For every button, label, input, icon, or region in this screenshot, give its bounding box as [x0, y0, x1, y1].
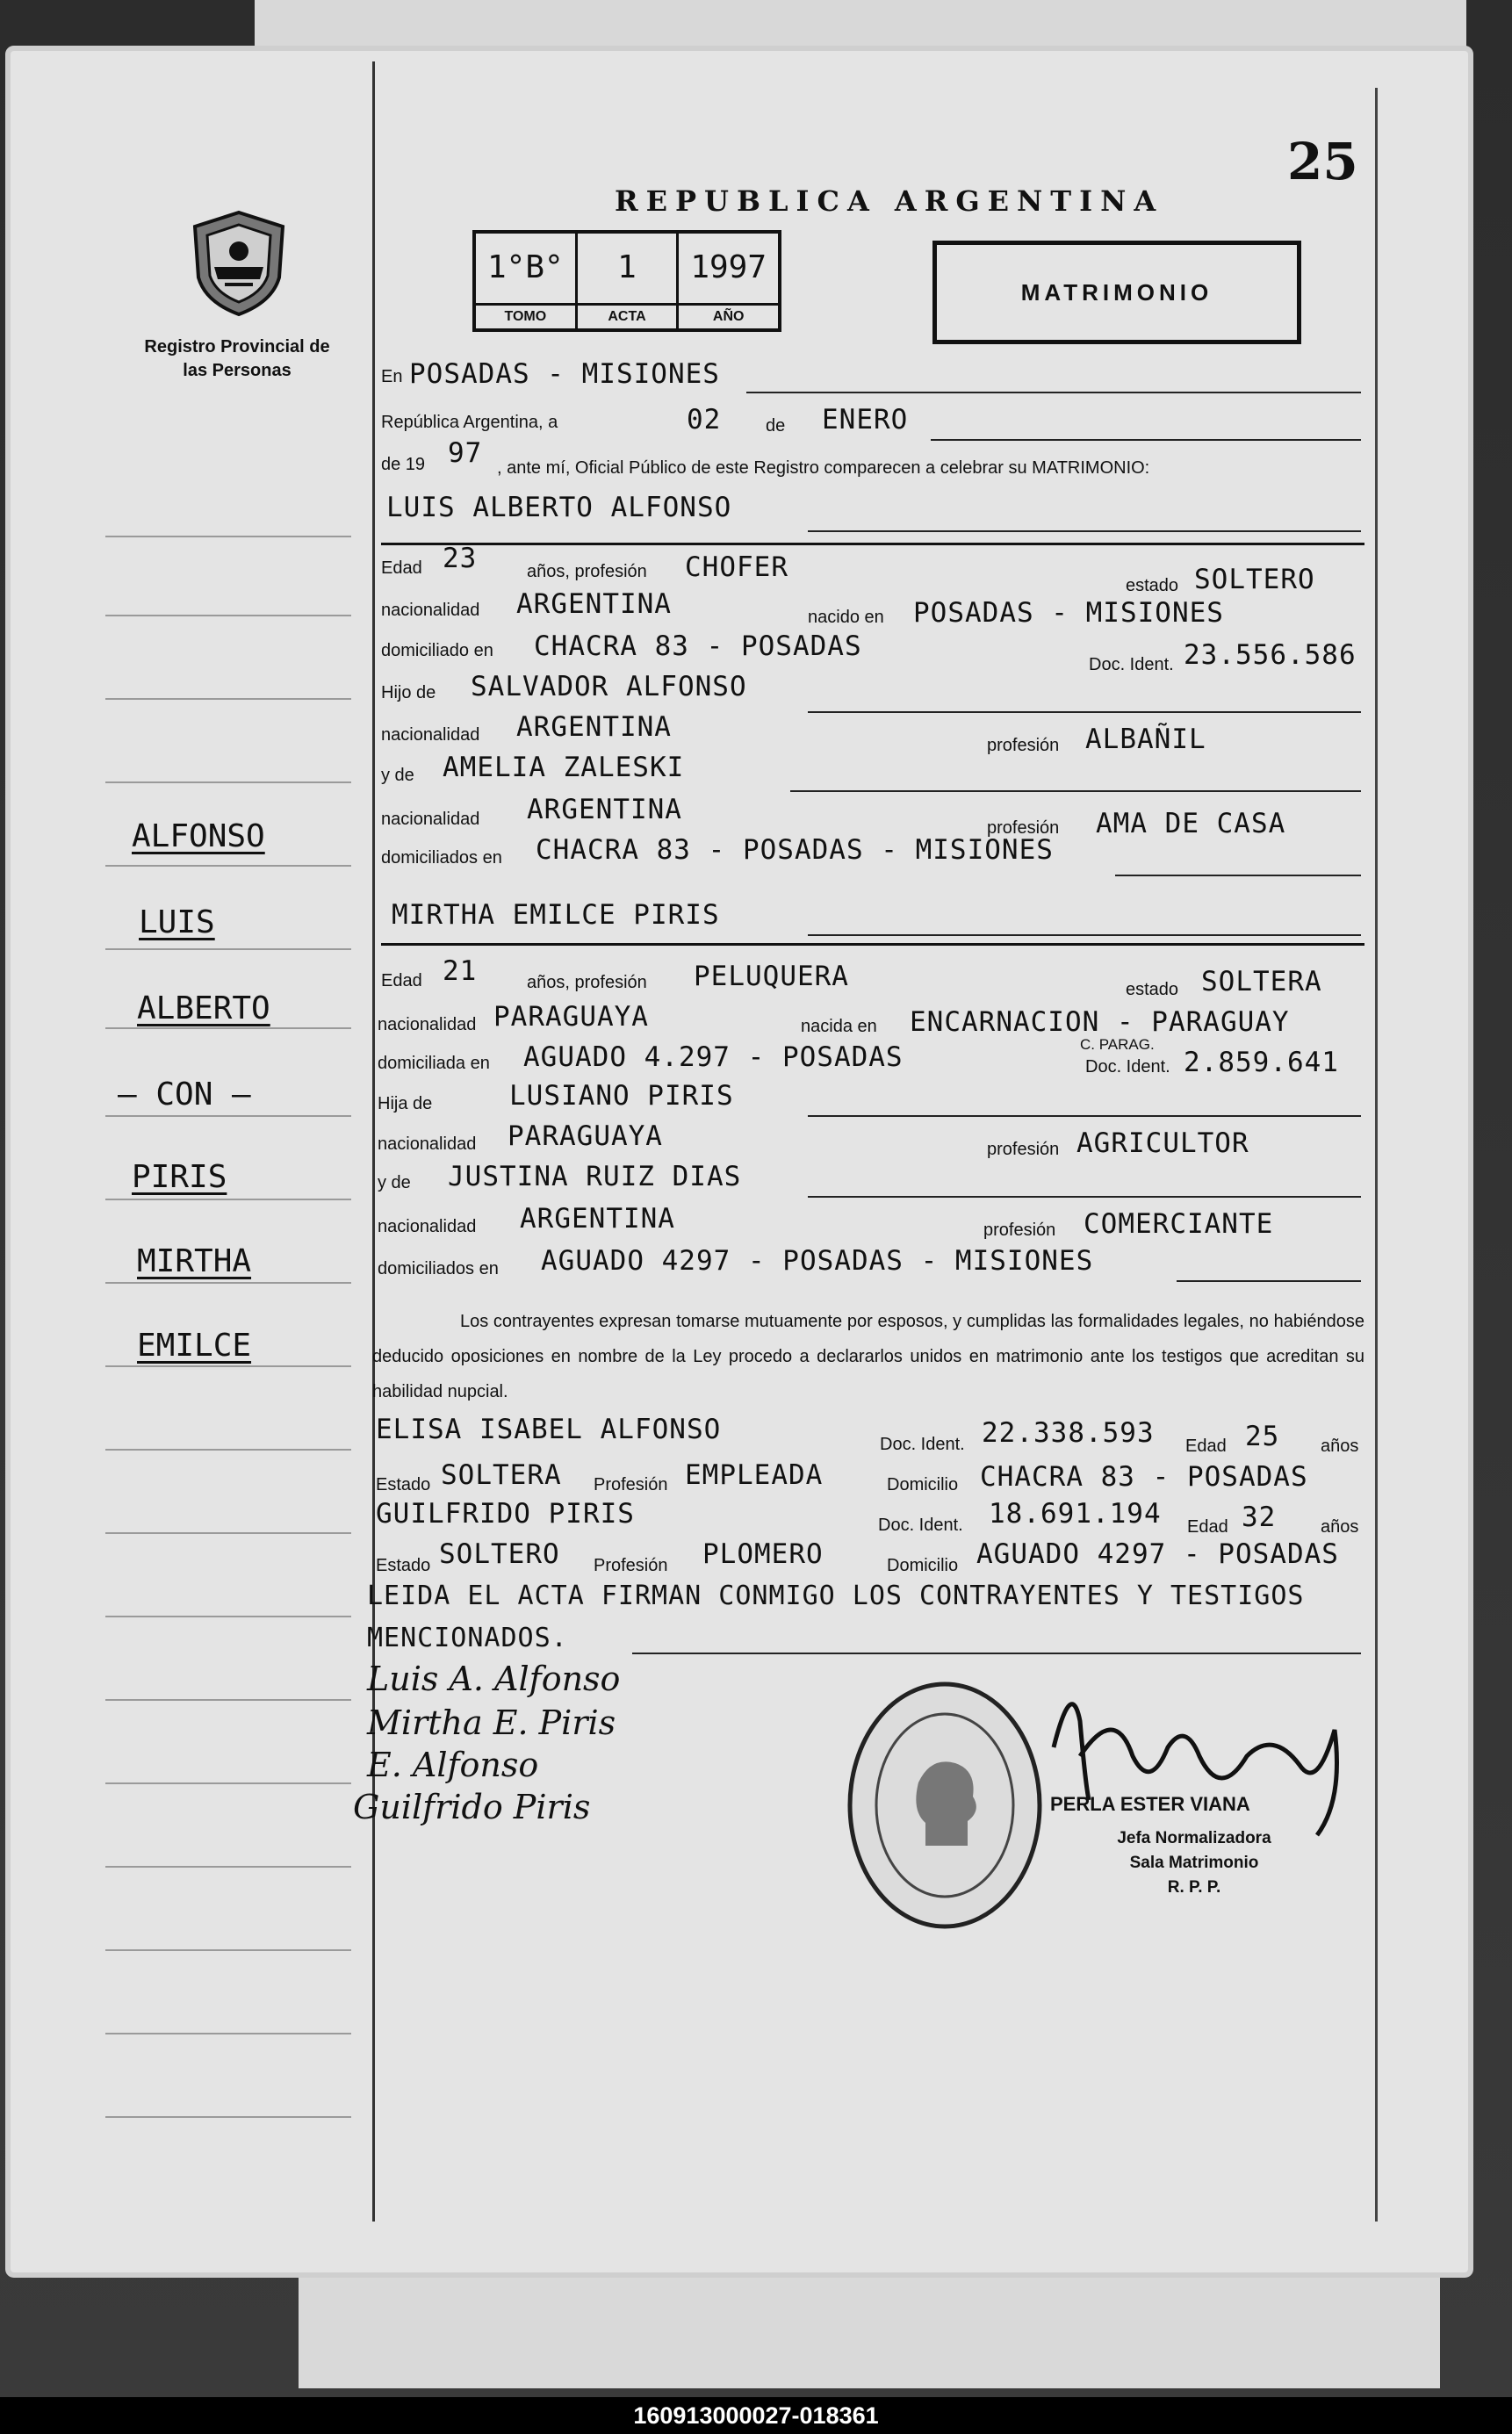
- rule-line: [808, 934, 1361, 936]
- tomo-acta-ano-box: [472, 230, 781, 332]
- domicilio-label: Domicilio: [887, 1475, 959, 1494]
- ano-label: AÑO: [679, 303, 778, 328]
- father-nat-label: nacionalidad: [381, 725, 480, 745]
- bride-profession: PELUQUERA: [694, 961, 849, 992]
- doc-label: Doc. Ident.: [1085, 1057, 1170, 1077]
- margin-line: [105, 615, 351, 616]
- parents-dom-label: domiciliados en: [381, 848, 502, 868]
- witness-1-age: 25: [1245, 1421, 1280, 1452]
- doc-label: Doc. Ident.: [880, 1435, 965, 1454]
- groom-father: SALVADOR ALFONSO: [471, 671, 747, 702]
- bride-father-profession: AGRICULTOR: [1076, 1127, 1249, 1159]
- groom-profession: CHOFER: [685, 551, 788, 583]
- witness-2-marital-status: SOLTERO: [439, 1538, 560, 1570]
- groom-nationality: ARGENTINA: [516, 588, 672, 620]
- edad-label: Edad: [1185, 1437, 1227, 1456]
- margin-line: [105, 536, 351, 537]
- domicilio-label: Domicilio: [887, 1556, 959, 1575]
- margin-line: [105, 781, 351, 783]
- groom-mother: AMELIA ZALESKI: [443, 752, 685, 783]
- hija-label: Hija de: [378, 1094, 433, 1113]
- officer-signature: [1045, 1668, 1361, 1844]
- intro-sentence: , ante mí, Oficial Público de este Registro comparecen a celebrar su MATRIMONIO:: [497, 458, 1150, 478]
- book-edge: [255, 0, 1466, 53]
- tomo-value: 1°B°: [486, 249, 564, 285]
- mother-nat-label: nacionalidad: [381, 810, 480, 829]
- year-value: 97: [448, 437, 483, 469]
- margin-line: [105, 1616, 351, 1617]
- domiciliada-label: domiciliada en: [378, 1054, 490, 1073]
- acta-label: ACTA: [578, 303, 677, 328]
- margin-bride-middle: EMILCE: [137, 1328, 252, 1364]
- rule-line: [808, 530, 1361, 532]
- father-prof-label: profesión: [987, 1140, 1060, 1159]
- bride-name: MIRTHA EMILCE PIRIS: [392, 899, 720, 931]
- nacida-label: nacida en: [801, 1017, 877, 1036]
- groom-mother-nationality: ARGENTINA: [527, 794, 682, 825]
- coat-of-arms-icon: [184, 209, 293, 318]
- book-bottom-edge: [299, 2274, 1440, 2388]
- rule-line: [808, 711, 1361, 713]
- declaration-text: Los contrayentes expresan tomarse mutuamente por esposos, y cumplidas las formalidades legales, no habiéndose deducido oposiciones en nombre de la Ley procedo a declararlos unidos en matrimonio ante los testigos que acreditan su habilidad nupcial.: [372, 1312, 1364, 1401]
- rule-line: [808, 1196, 1361, 1198]
- bride-address: AGUADO 4.297 - POSADAS: [523, 1041, 904, 1073]
- image-id-footer: 160913000027-018361: [0, 2397, 1512, 2434]
- witness-1-name: ELISA ISABEL ALFONSO: [376, 1414, 722, 1445]
- officer-role-line: R. P. P.: [1167, 1878, 1221, 1897]
- de19-label: de 19: [381, 455, 426, 474]
- right-rule: [1375, 88, 1378, 2222]
- ano-value: 1997: [690, 249, 767, 285]
- margin-line: [105, 948, 351, 950]
- margin-line: [105, 1449, 351, 1451]
- nacionalidad-label: nacionalidad: [378, 1015, 477, 1034]
- nacido-label: nacido en: [808, 608, 884, 627]
- margin-line: [105, 865, 351, 867]
- rule-line: [1177, 1280, 1361, 1282]
- margin-line: [105, 698, 351, 700]
- margin-line: [105, 1782, 351, 1784]
- groom-father-nationality: ARGENTINA: [516, 711, 672, 743]
- estado-label: Estado: [376, 1556, 431, 1575]
- mother-prof-label: profesión: [987, 818, 1060, 838]
- republica-label: República Argentina, a: [381, 413, 558, 432]
- margin-line: [105, 1365, 351, 1367]
- doc-label: Doc. Ident.: [1089, 655, 1174, 674]
- margin-bride-first: MIRTHA: [137, 1243, 252, 1279]
- witness-2-profession: PLOMERO: [702, 1538, 824, 1570]
- rule-line: [1115, 875, 1361, 876]
- hijo-label: Hijo de: [381, 683, 436, 702]
- margin-name-middle: ALBERTO: [137, 990, 270, 1026]
- bride-mother-profession: COMERCIANTE: [1084, 1208, 1274, 1240]
- en-label: En: [381, 367, 403, 386]
- groom-birthplace: POSADAS - MISIONES: [913, 597, 1224, 629]
- groom-address: CHACRA 83 - POSADAS: [534, 630, 862, 662]
- margin-line: [105, 1699, 351, 1701]
- country-title: REPUBLICA ARGENTINA: [615, 184, 1164, 218]
- witness-1-signature: E. Alfonso: [367, 1746, 539, 1784]
- margin-line: [105, 1199, 351, 1200]
- officer-role-line: Jefa Normalizadora: [1117, 1829, 1271, 1847]
- witness-2-age: 32: [1242, 1501, 1277, 1533]
- bride-doc: 2.859.641: [1184, 1047, 1339, 1078]
- margin-name-first: LUIS: [139, 904, 215, 940]
- doc-label: Doc. Ident.: [878, 1516, 963, 1535]
- margin-line: [105, 1866, 351, 1868]
- tomo-label: TOMO: [476, 303, 575, 328]
- rule-line: [931, 439, 1361, 441]
- yde-label: y de: [381, 766, 414, 785]
- nacionalidad-label: nacionalidad: [381, 601, 480, 620]
- edad-label: Edad: [1187, 1517, 1228, 1537]
- groom-father-profession: ALBAÑIL: [1085, 724, 1206, 755]
- rule-line: [790, 790, 1361, 792]
- witness-2-name: GUILFRIDO PIRIS: [376, 1498, 635, 1530]
- bride-marital-status: SOLTERA: [1201, 966, 1322, 997]
- margin-line: [105, 1949, 351, 1951]
- acta-value: 1: [617, 249, 637, 285]
- witness-2-doc: 18.691.194: [989, 1498, 1162, 1530]
- groom-mother-profession: AMA DE CASA: [1096, 808, 1286, 839]
- groom-parents-address: CHACRA 83 - POSADAS - MISIONES: [536, 834, 1054, 866]
- acta-cell: [578, 234, 680, 328]
- closing-line-1: LEIDA EL ACTA FIRMAN CONMIGO LOS CONTRAYENTES Y TESTIGOS: [367, 1581, 1305, 1611]
- officer-role-line: Sala Matrimonio: [1129, 1854, 1259, 1872]
- yde-label: y de: [378, 1173, 411, 1192]
- father-prof-label: profesión: [987, 736, 1060, 755]
- bride-signature: Mirtha E. Piris: [367, 1703, 616, 1742]
- bride-nationality: PARAGUAYA: [493, 1001, 649, 1033]
- witness-1-doc: 22.338.593: [982, 1417, 1155, 1449]
- bride-age: 21: [443, 955, 478, 987]
- edad-label: Edad: [381, 558, 422, 578]
- de-label: de: [766, 416, 786, 436]
- margin-name-surname: ALFONSO: [132, 818, 265, 854]
- section-separator: [381, 543, 1364, 545]
- witness-1-profession: EMPLEADA: [685, 1459, 824, 1491]
- margin-line: [105, 1532, 351, 1534]
- witness-1-marital-status: SOLTERA: [441, 1459, 562, 1491]
- estado-label: Estado: [376, 1475, 431, 1494]
- officer-name: PERLA ESTER VIANA: [1050, 1793, 1250, 1815]
- groom-age: 23: [443, 543, 478, 574]
- registry-name: Registro Provincial de las Personas: [144, 337, 330, 380]
- groom-marital-status: SOLTERO: [1194, 564, 1315, 595]
- margin-bride-surname: PIRIS: [132, 1159, 227, 1195]
- margin-line: [105, 2116, 351, 2118]
- bride-birthplace: ENCARNACION - PARAGUAY: [910, 1006, 1290, 1038]
- edad-label: Edad: [381, 971, 422, 990]
- witness-1-address: CHACRA 83 - POSADAS: [980, 1461, 1308, 1493]
- page-number: 25: [1287, 132, 1358, 191]
- profesion-label: Profesión: [594, 1556, 668, 1575]
- margin-line: [105, 1282, 351, 1284]
- official-stamp: [845, 1679, 1045, 1932]
- bride-father: LUSIANO PIRIS: [509, 1080, 734, 1112]
- estado-label: estado: [1126, 576, 1179, 595]
- closing-line-2: MENCIONADOS.: [367, 1623, 568, 1653]
- bride-mother-nationality: ARGENTINA: [520, 1203, 675, 1235]
- mother-prof-label: profesión: [983, 1221, 1056, 1240]
- section-separator: [381, 943, 1364, 946]
- margin-rule: [372, 61, 375, 2222]
- profesion-label: años, profesión: [527, 562, 647, 581]
- record-type-box: MATRIMONIO: [932, 241, 1301, 344]
- father-nat-label: nacionalidad: [378, 1134, 477, 1154]
- profesion-label: Profesión: [594, 1475, 668, 1494]
- anos-label: años: [1321, 1437, 1359, 1456]
- domiciliado-label: domiciliado en: [381, 641, 493, 660]
- margin-line: [105, 1115, 351, 1117]
- groom-doc: 23.556.586: [1184, 639, 1357, 671]
- groom-name: LUIS ALBERTO ALFONSO: [386, 492, 732, 523]
- rule-line: [808, 1115, 1361, 1117]
- ano-cell: [679, 234, 778, 328]
- mother-nat-label: nacionalidad: [378, 1217, 477, 1236]
- bride-parents-address: AGUADO 4297 - POSADAS - MISIONES: [541, 1245, 1094, 1277]
- anos-label: años: [1321, 1517, 1359, 1537]
- margin-line: [105, 1027, 351, 1029]
- bride-father-nationality: PARAGUAYA: [508, 1120, 663, 1152]
- officer-role: [1054, 1826, 1335, 1900]
- profesion-label: años, profesión: [527, 973, 647, 992]
- estado-label: estado: [1126, 980, 1179, 999]
- witness-2-address: AGUADO 4297 - POSADAS: [976, 1538, 1339, 1570]
- margin-con: — CON —: [118, 1077, 251, 1113]
- doc-note: C. PARAG.: [1080, 1036, 1155, 1053]
- witness-2-signature: Guilfrido Piris: [353, 1788, 591, 1826]
- margin-line: [105, 2033, 351, 2034]
- groom-signature: Luis A. Alfonso: [367, 1660, 621, 1698]
- place-value: POSADAS - MISIONES: [409, 358, 720, 390]
- month-value: ENERO: [822, 404, 909, 436]
- rule-line: [746, 392, 1361, 393]
- parents-dom-label: domiciliados en: [378, 1259, 499, 1278]
- day-value: 02: [687, 404, 722, 436]
- rule-line: [632, 1653, 1361, 1654]
- tomo-cell: [476, 234, 578, 328]
- bride-mother: JUSTINA RUIZ DIAS: [448, 1161, 742, 1192]
